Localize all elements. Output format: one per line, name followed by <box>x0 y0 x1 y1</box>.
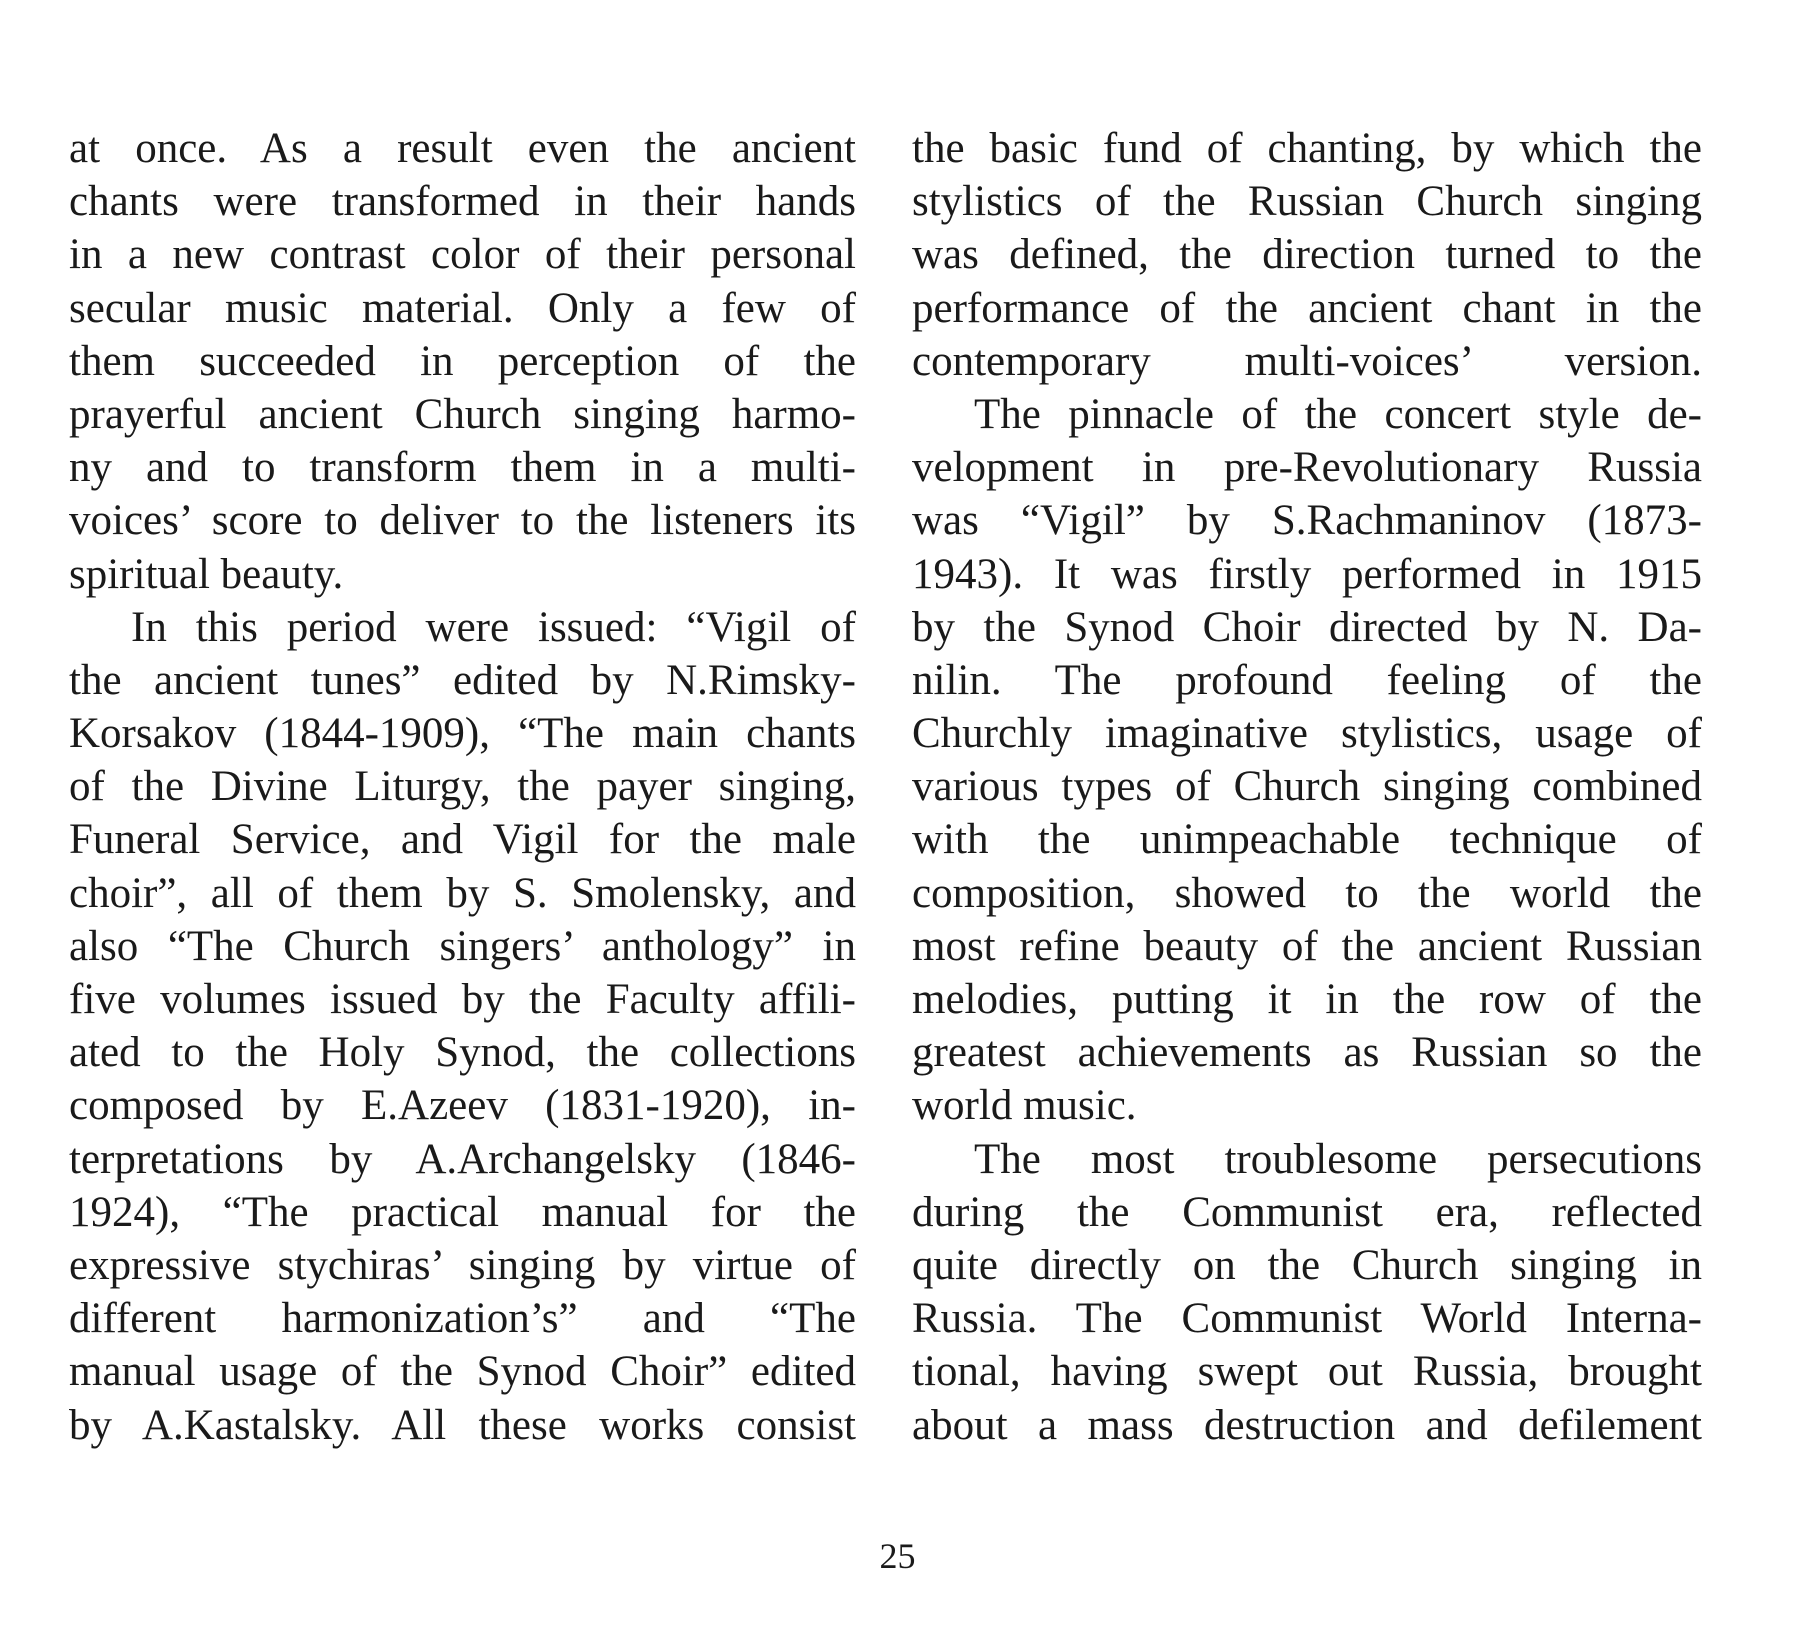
text-line: secular music material. Only a few of <box>69 284 856 332</box>
left-text-column <box>69 122 856 1452</box>
text-line: Russia. The Communist World Interna- <box>912 1295 1702 1343</box>
text-line: at once. As a result even the ancient <box>69 125 856 172</box>
text-line: chants were transformed in their hands <box>69 178 856 226</box>
text-line: different harmonization’s” and “The <box>69 1295 856 1343</box>
text-line: prayerful ancient Church singing harmo- <box>69 390 856 438</box>
text-line: the basic fund of chanting, by which the <box>912 125 1702 172</box>
text-line: spiritual beauty. <box>69 550 344 598</box>
text-line: during the Communist era, reflected <box>912 1188 1702 1236</box>
text-line: nilin. The profound feeling of the <box>912 656 1702 704</box>
text-line: the ancient tunes” edited by N.Rimsky- <box>69 656 856 704</box>
text-line: melodies, putting it in the row of the <box>912 976 1702 1023</box>
paragraph-first-line: In this period were issued: “Vigil of <box>131 603 856 651</box>
text-line: was “Vigil” by S.Rachmaninov (1873- <box>912 497 1702 545</box>
text-line: ny and to transform them in a multi- <box>69 444 856 492</box>
text-line: them succeeded in perception of the <box>69 337 856 385</box>
text-line: terpretations by A.Archangelsky (1846- <box>69 1135 856 1183</box>
text-line: tional, having swept out Russia, brought <box>912 1348 1702 1396</box>
text-line: five volumes issued by the Faculty affili- <box>69 976 856 1023</box>
text-line: also “The Church singers’ anthology” in <box>69 922 856 970</box>
text-line: by A.Kastalsky. All these works consist <box>69 1401 856 1449</box>
paragraph-first-line: The most troublesome persecutions <box>974 1135 1702 1183</box>
text-line: manual usage of the Synod Choir” edited <box>69 1348 856 1396</box>
text-line: choir”, all of them by S. Smolensky, and <box>69 869 856 917</box>
page-number: 25 <box>879 1536 916 1576</box>
text-line: stylistics of the Russian Church singing <box>912 178 1702 226</box>
text-line: most refine beauty of the ancient Russian <box>912 922 1702 970</box>
text-line: about a mass destruction and defilement <box>912 1401 1702 1449</box>
text-line: performance of the ancient chant in the <box>912 284 1702 332</box>
text-line: in a new contrast color of their personal <box>69 231 856 279</box>
text-line: 1924), “The practical manual for the <box>69 1188 856 1236</box>
text-line: was defined, the direction turned to the <box>912 231 1702 279</box>
text-line: expressive stychiras’ singing by virtue of <box>69 1241 856 1289</box>
text-line: ated to the Holy Synod, the collections <box>69 1029 856 1077</box>
text-line: composition, showed to the world the <box>912 869 1702 917</box>
text-line: quite directly on the Church singing in <box>912 1241 1702 1289</box>
text-line: velopment in pre-Revolutionary Russia <box>912 444 1702 492</box>
text-line: of the Divine Liturgy, the payer singing, <box>69 763 856 811</box>
text-line: world music. <box>912 1082 1137 1130</box>
right-text-column <box>912 122 1702 1452</box>
text-line: with the unimpeachable technique of <box>912 816 1702 864</box>
text-line: various types of Church singing combined <box>912 763 1702 811</box>
text-line: greatest achievements as Russian so the <box>912 1029 1702 1077</box>
text-line: composed by E.Azeev (1831-1920), in- <box>69 1082 856 1130</box>
text-line: Churchly imaginative stylistics, usage of <box>912 710 1702 758</box>
paragraph-first-line: The pinnacle of the concert style de- <box>974 390 1702 438</box>
text-line: 1943). It was firstly performed in 1915 <box>912 550 1702 598</box>
text-line: voices’ score to deliver to the listeners its <box>69 497 856 545</box>
text-line: contemporary multi-voices’ version. <box>912 337 1702 385</box>
text-line: Funeral Service, and Vigil for the male <box>69 816 856 864</box>
text-line: by the Synod Choir directed by N. Da- <box>912 603 1702 651</box>
text-line: Korsakov (1844-1909), “The main chants <box>69 710 856 758</box>
